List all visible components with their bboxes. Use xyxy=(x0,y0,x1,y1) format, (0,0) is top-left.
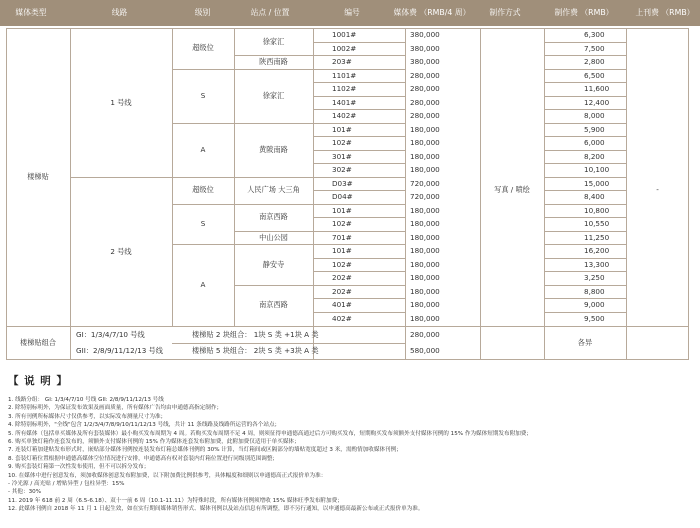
row-production-fee: 8,000 xyxy=(584,111,605,120)
header-station: 站点 / 位置 xyxy=(250,8,290,17)
row-media-fee: 280,000 xyxy=(410,111,440,120)
row-code: 1002# xyxy=(332,43,357,53)
station-jingan-temple: 静安寺 xyxy=(262,259,285,269)
row-production-fee: 3,250 xyxy=(584,273,605,282)
level-super-line2: 超级位 xyxy=(192,185,214,194)
row-code: 101# xyxy=(332,246,352,255)
row-media-fee: 280,000 xyxy=(410,84,440,93)
row-code: 202# xyxy=(332,286,352,296)
row-code: 701# xyxy=(332,232,352,242)
row-production-fee: 12,400 xyxy=(584,97,610,107)
row-production-fee: 15,000 xyxy=(584,178,610,188)
station-huangpi-south: 黄陂南路 xyxy=(259,144,288,154)
header-code: 编号 xyxy=(344,8,360,17)
row-code: 202# xyxy=(332,273,352,282)
row-media-fee: 720,000 xyxy=(410,178,440,188)
notes-title: 【 说 明 】 xyxy=(8,375,68,387)
level-a-line2: A xyxy=(200,280,206,289)
row-code: 203# xyxy=(332,57,352,66)
row-production-fee: 10,800 xyxy=(584,205,610,215)
row-production-fee: 13,300 xyxy=(584,259,610,269)
header-media-type: 媒体类型 xyxy=(15,8,47,17)
combo-production-fee: 各异 xyxy=(577,338,593,347)
row-code: 101# xyxy=(332,124,352,134)
row-production-fee: 2,800 xyxy=(584,57,605,66)
station-xujiahui-2: 徐家汇 xyxy=(262,90,285,100)
row-media-fee: 180,000 xyxy=(410,151,440,161)
note-item: - 其他：30% xyxy=(8,489,42,496)
note-item: - 冷光源 / 高光贴 / 增贴异型 / 包柱异型：15% xyxy=(8,481,125,488)
row-media-fee: 380,000 xyxy=(410,57,440,66)
row-production-fee: 11,250 xyxy=(584,232,610,242)
row-code: 1402# xyxy=(332,111,357,120)
note-item: 5. 所有媒体（包括单买媒体及所有套装媒体）最小购买发布周期为 4 周。若购买发布周期不足 4 周，则须征得申通德高通过后方可购买发布，短期购买发布须额外支付媒体刊例的 15% 作为媒体短期发布附加费； xyxy=(8,430,532,437)
combo-package-2: 楼梯贴 2 块组合： 1块 S 类 +1块 A 类 xyxy=(192,330,319,339)
row-media-fee: 280,000 xyxy=(410,70,440,80)
note-item: 1. 线路分组： GI: 1/3/4/7/10 号线 GII: 2/8/9/11/12/13 号线 xyxy=(8,397,164,403)
row-media-fee: 180,000 xyxy=(410,205,440,215)
row-code: 302# xyxy=(332,165,352,174)
row-production-fee: 8,800 xyxy=(584,286,605,296)
row-production-fee: 9,000 xyxy=(584,300,605,309)
row-code: 301# xyxy=(332,151,352,161)
header-media-fee: 媒体费 （RMB/4 周） xyxy=(393,8,471,17)
combo-package-5: 楼梯贴 5 块组合： 2块 S 类 +3块 A 类 xyxy=(192,346,319,355)
row-code: 102# xyxy=(332,138,352,147)
header-production-fee: 制作费 （RMB） xyxy=(554,8,614,17)
row-production-fee: 7,500 xyxy=(584,43,605,53)
row-production-fee: 11,600 xyxy=(584,84,610,93)
level-s-line1: S xyxy=(200,90,206,100)
production-method: 写真 / 喷绘 xyxy=(494,185,530,194)
combo-label: 楼梯贴组合 xyxy=(20,338,56,347)
note-item: 4. 除特别标明外，"全线"包含 1/2/3/4/7/8/9/10/11/12/13 号线，共计 11 条线路及线路所运营的各个站点； xyxy=(8,422,281,429)
row-production-fee: 10,550 xyxy=(584,219,610,228)
row-production-fee: 6,300 xyxy=(584,30,605,39)
note-item: 2. 除特别标明外，为保证发布效果及画面质量，所有媒体广告均由申通德高指定制作； xyxy=(8,405,223,412)
row-media-fee: 280,000 xyxy=(410,97,440,107)
header-level: 级别 xyxy=(194,8,211,17)
row-media-fee: 180,000 xyxy=(410,286,440,296)
row-production-fee: 8,400 xyxy=(584,192,605,201)
row-media-fee: 180,000 xyxy=(410,246,440,255)
combo-gi-lines: GI：1/3/4/7/10 号线 xyxy=(76,330,145,339)
row-media-fee: 180,000 xyxy=(410,314,440,323)
note-item: 3. 所有刊例所标媒体尺寸仅供参考，以实际发布测量尺寸为准； xyxy=(8,413,167,420)
station-peoples-square: 人民广场 大三角 xyxy=(247,185,300,194)
row-production-fee: 6,500 xyxy=(584,70,605,80)
station-nanjing-west-2: 南京西路 xyxy=(259,300,288,309)
note-item: 7. 连装灯箱加建贴发布形式时，嵌贴部分媒体刊例按连装发布灯箱总媒体刊例的 30% 计算，当灯箱间或区隔部分的墙贴宽度超过 3 米，需酌情加收媒体刊例； xyxy=(8,447,402,454)
row-code: D03# xyxy=(332,178,353,188)
line-1-label: 1 号线 xyxy=(110,98,132,107)
row-media-fee: 180,000 xyxy=(410,300,440,309)
row-code: 1401# xyxy=(332,97,357,107)
row-media-fee: 380,000 xyxy=(410,43,440,53)
row-code: 102# xyxy=(332,219,352,228)
row-code: 101# xyxy=(332,205,352,215)
station-xujiahui-1: 徐家汇 xyxy=(262,36,285,46)
row-media-fee: 180,000 xyxy=(410,259,440,269)
row-code: 1101# xyxy=(332,70,357,80)
row-code: D04# xyxy=(332,192,353,201)
note-item: 9. 购买套装灯箱第一次性发布使用，但不可以拆分发布； xyxy=(8,464,150,471)
table-header xyxy=(0,0,700,26)
header-publish-fee: 上刊费 （RMB） xyxy=(635,8,695,17)
note-item: 10. 在媒体中进行创意发布，须加收媒体创意发布附加费，以下附加费比例供参考，具体幅度和细则以申通德高正式报价单为准： xyxy=(8,472,327,479)
row-media-fee: 180,000 xyxy=(410,165,440,174)
row-production-fee: 16,200 xyxy=(584,246,610,255)
line-2-label: 2 号线 xyxy=(110,247,132,256)
row-media-fee: 180,000 xyxy=(410,124,440,134)
combo-fee-2: 280,000 xyxy=(410,330,440,339)
level-s-line2: S xyxy=(200,219,206,228)
media-type-label: 楼梯贴 xyxy=(27,172,49,181)
row-media-fee: 180,000 xyxy=(410,138,440,147)
combo-fee-5: 580,000 xyxy=(410,346,440,355)
note-item: 8. 套装灯箱位置根据申通德高媒体空位情况进行安排，申通德高有权对套装内灯箱位置进行同级别范围调整； xyxy=(8,455,279,462)
note-item: 6. 购买单独灯箱作连套发布的，须额外支付媒体刊例的 15% 作为媒体连套发布附加费，此附加费仅适用于单买媒体； xyxy=(8,439,300,446)
station-nanjing-west-1: 南京西路 xyxy=(259,212,288,221)
level-super-line1: 超级位 xyxy=(192,43,214,52)
row-code: 402# xyxy=(332,314,352,323)
header-line: 线路 xyxy=(111,8,128,17)
row-code: 102# xyxy=(332,259,352,269)
row-production-fee: 9,500 xyxy=(584,314,605,323)
row-media-fee: 180,000 xyxy=(410,232,440,242)
row-media-fee: 180,000 xyxy=(410,219,440,228)
row-code: 1102# xyxy=(332,84,357,93)
row-production-fee: 8,200 xyxy=(584,151,605,161)
row-code: 401# xyxy=(332,300,352,309)
publish-fee: - xyxy=(656,185,659,194)
note-item: 11. 2019 年 618 前 2 周（6.5-6.18）、双十一前 6 周（10.1-11.11）为特殊时段，所有媒体刊例须增收 15% 媒体旺季发布附加费； xyxy=(8,497,343,504)
note-item: 12. 此媒体刊例自 2018 年 11 月 1 日起生效，如在实行期间媒体销售形式、媒体刊例以及站点信息有所调整，即不另行通知，以申通德高最新公布或正式报价单为准。 xyxy=(8,506,424,513)
row-media-fee: 180,000 xyxy=(410,273,440,282)
row-code: 1001# xyxy=(332,30,357,39)
row-media-fee: 720,000 xyxy=(410,192,440,201)
row-media-fee: 380,000 xyxy=(410,30,440,39)
row-production-fee: 10,100 xyxy=(584,165,610,174)
station-shaanxi-south: 陕西南路 xyxy=(259,57,288,66)
row-production-fee: 6,000 xyxy=(584,138,605,147)
combo-gii-lines: GII：2/8/9/11/12/13 号线 xyxy=(76,346,163,355)
row-production-fee: 5,900 xyxy=(584,124,605,134)
rate-table xyxy=(6,28,689,360)
header-production-method: 制作方式 xyxy=(489,8,521,17)
level-a-line1: A xyxy=(200,144,206,154)
station-zhongshan-park: 中山公园 xyxy=(259,232,288,242)
notes-section xyxy=(8,373,692,514)
